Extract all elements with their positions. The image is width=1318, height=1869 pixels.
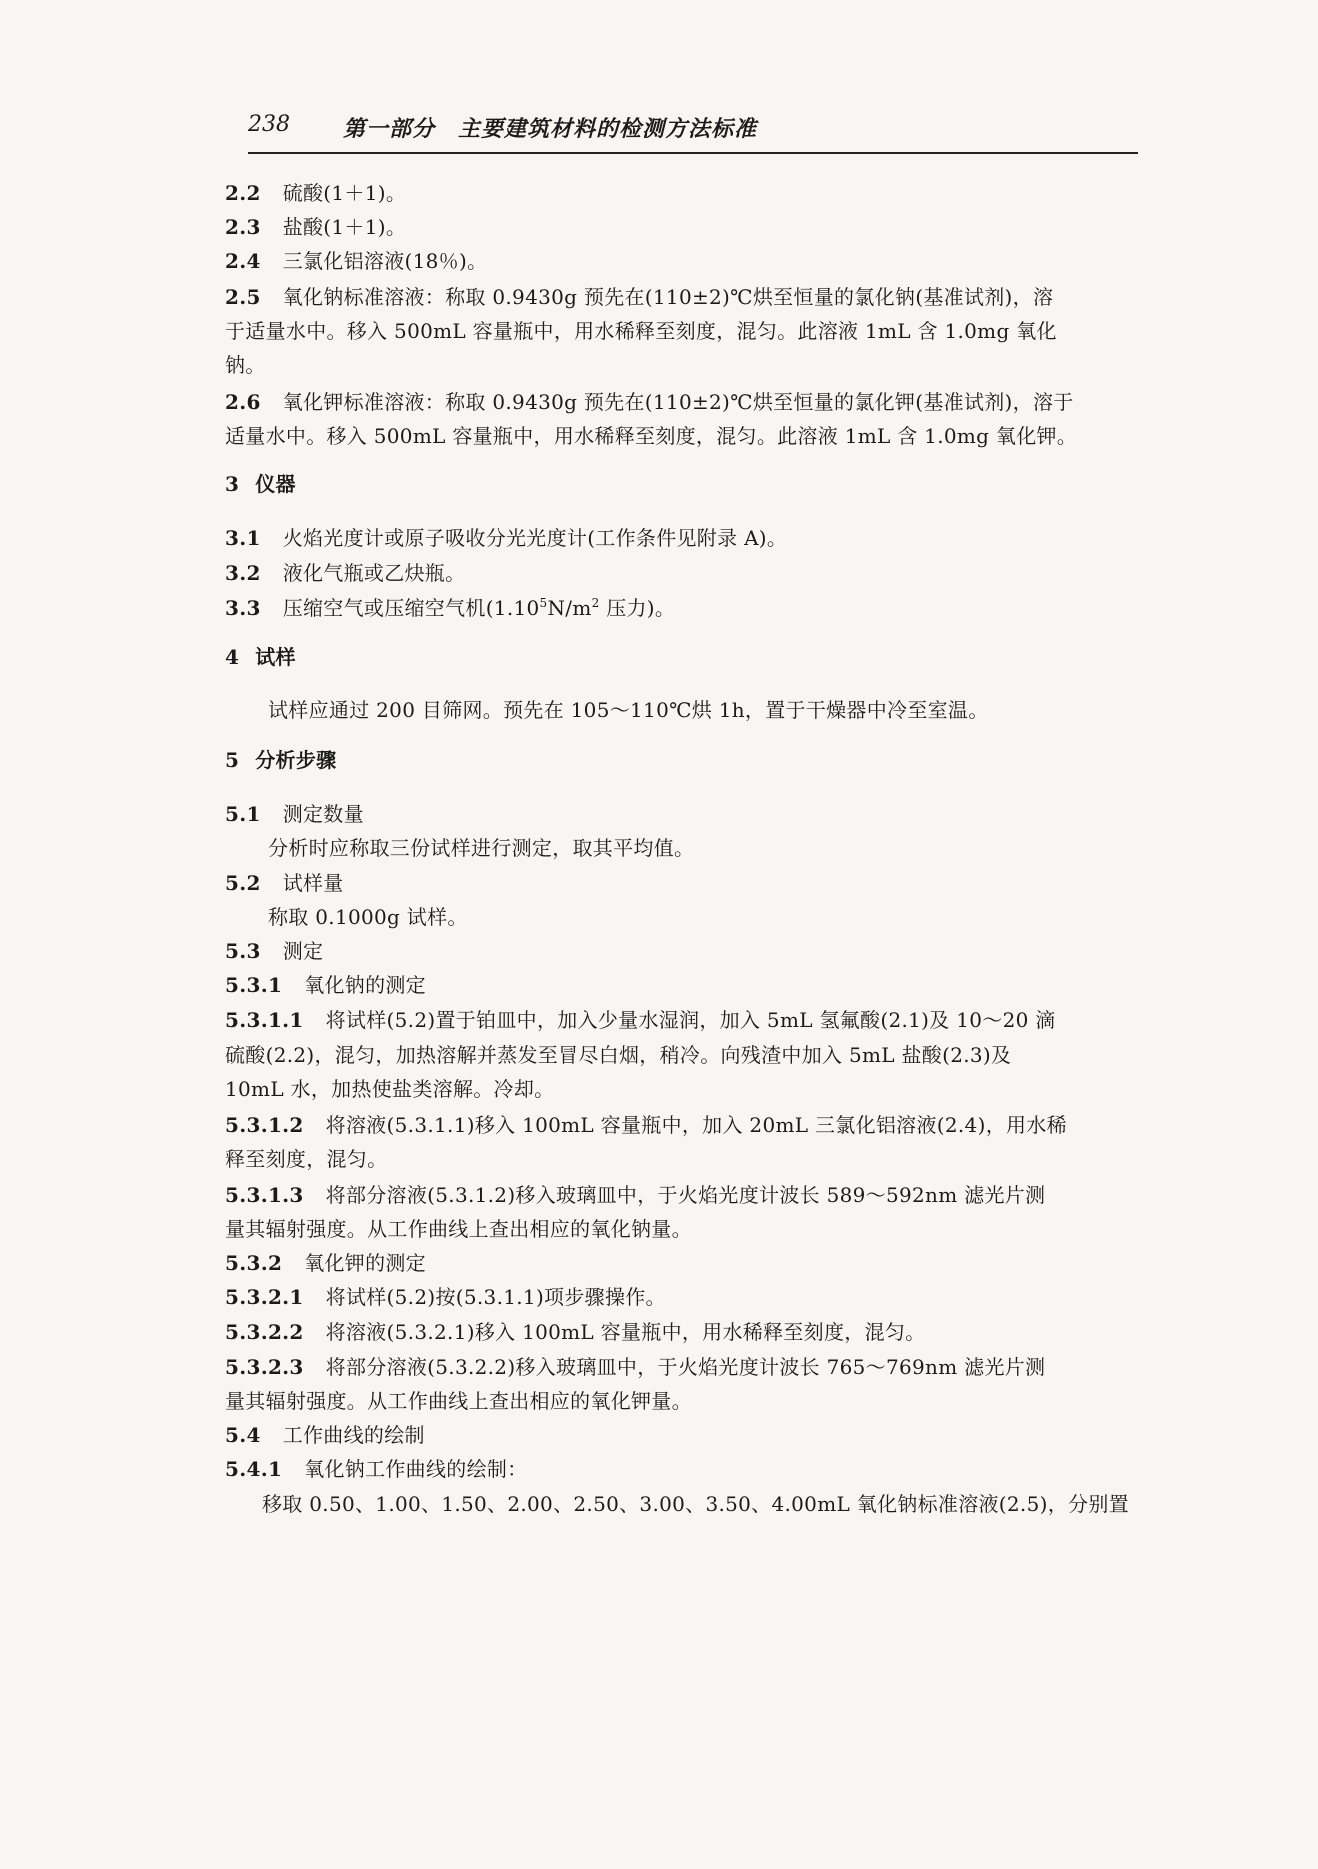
item-number: 3.3 — [225, 596, 261, 620]
item-5-2-body — [268, 900, 468, 934]
item-5-3-1-3-cont — [225, 1212, 692, 1246]
item-number: 5.4 — [225, 1423, 261, 1447]
superscript: 2 — [591, 596, 600, 610]
item-text: 氧化钠工作曲线的绘制： — [304, 1457, 528, 1481]
item-2-5 — [225, 280, 1053, 314]
item-5-3-1-2 — [225, 1108, 1067, 1142]
item-5-1 — [225, 797, 364, 831]
running-title: 第一部分 主要建筑材料的检测方法标准 — [343, 116, 758, 142]
item-number: 5.2 — [225, 871, 261, 895]
section-4-body — [268, 693, 989, 727]
item-5-3-2 — [225, 1246, 426, 1280]
item-5-3-1-1 — [225, 1003, 1056, 1037]
item-2-3 — [225, 210, 406, 244]
item-2-5-cont1 — [225, 314, 1057, 348]
item-5-3-1-1-cont2 — [225, 1072, 554, 1106]
page-number: 238 — [248, 112, 290, 137]
item-5-3-1-3 — [225, 1178, 1045, 1212]
item-text: 氧化钠标准溶液：称取 0.9430g 预先在(110±2)℃烘至恒量的氯化钠(基准试剂)，溶 — [282, 285, 1054, 309]
item-number: 2.2 — [225, 181, 261, 205]
item-text: 量其辐射强度。从工作曲线上查出相应的氧化钠量。 — [225, 1217, 692, 1241]
item-5-3-2-3 — [225, 1350, 1045, 1384]
item-text: 10mL 水，加热使盐类溶解。冷却。 — [225, 1077, 555, 1101]
item-number: 5.3.2.3 — [225, 1355, 304, 1379]
item-text: 将部分溶液(5.3.2.2)移入玻璃皿中，于火焰光度计波长 765～769nm 滤光片测 — [325, 1355, 1046, 1379]
item-number: 3.1 — [225, 526, 261, 550]
section-3-heading — [225, 467, 296, 501]
item-text: 将部分溶液(5.3.1.2)移入玻璃皿中，于火焰光度计波长 589～592nm 滤光片测 — [325, 1183, 1046, 1207]
item-number: 3.2 — [225, 561, 261, 585]
item-text: 移取 0.50、1.00、1.50、2.00、2.50、3.00、3.50、4.00mL 氧化钠标准溶液(2.5)，分别置 — [262, 1492, 1129, 1516]
item-2-6 — [225, 385, 1074, 419]
item-2-2 — [225, 176, 406, 210]
item-number: 5.3.1.2 — [225, 1113, 304, 1137]
section-title: 分析步骤 — [255, 748, 337, 772]
item-text: 称取 0.1000g 试样。 — [268, 905, 468, 929]
item-text: 适量水中。移入 500mL 容量瓶中，用水稀释至刻度，混匀。此溶液 1mL 含 1.0mg 氧化钾。 — [225, 424, 1078, 448]
item-5-4-1 — [225, 1452, 528, 1486]
item-5-3-2-3-cont — [225, 1384, 692, 1418]
item-text: 试样量 — [282, 871, 344, 895]
item-text: 将试样(5.2)置于铂皿中，加入少量水湿润，加入 5mL 氢氟酸(2.1)及 10～20 滴 — [325, 1008, 1056, 1032]
item-number: 5.3.1 — [225, 973, 283, 997]
item-number: 5.3.2 — [225, 1251, 283, 1275]
section-5-heading — [225, 743, 336, 777]
item-text: 将溶液(5.3.1.1)移入 100mL 容量瓶中，加入 20mL 三氯化铝溶液(2.4)，用水稀 — [325, 1113, 1067, 1137]
item-text: 释至刻度，混匀。 — [225, 1147, 388, 1171]
item-number: 5.3.1.1 — [225, 1008, 304, 1032]
item-5-3-1 — [225, 968, 426, 1002]
item-number: 2.3 — [225, 215, 261, 239]
item-text: 氧化钾标准溶液：称取 0.9430g 预先在(110±2)℃烘至恒量的氯化钾(基准试剂)，溶于 — [282, 390, 1074, 414]
item-3-1 — [225, 521, 787, 555]
item-3-3 — [225, 591, 675, 625]
item-text: 量其辐射强度。从工作曲线上查出相应的氧化钾量。 — [225, 1389, 692, 1413]
item-text-before: 压缩空气或压缩空气机(1.10 — [282, 596, 540, 620]
item-number: 2.4 — [225, 249, 261, 273]
item-number: 2.6 — [225, 390, 261, 414]
section-number: 3 — [225, 472, 240, 496]
item-2-5-cont2 — [225, 348, 266, 382]
item-number: 5.1 — [225, 802, 261, 826]
item-text: 测定 — [282, 939, 324, 963]
section-number: 4 — [225, 645, 240, 669]
item-text: 盐酸(1＋1)。 — [282, 215, 407, 239]
item-text: 氧化钠的测定 — [304, 973, 426, 997]
item-2-4 — [225, 244, 487, 278]
item-text: 试样应通过 200 目筛网。预先在 105～110℃烘 1h，置于干燥器中冷至室温。 — [268, 698, 989, 722]
item-text: 硫酸(1＋1)。 — [282, 181, 407, 205]
section-title: 试样 — [255, 645, 296, 669]
item-5-3-1-2-cont — [225, 1142, 387, 1176]
item-text: 将试样(5.2)按(5.3.1.1)项步骤操作。 — [325, 1285, 666, 1309]
item-text: 测定数量 — [282, 802, 364, 826]
item-number: 5.3.2.1 — [225, 1285, 304, 1309]
item-number: 5.3.1.3 — [225, 1183, 304, 1207]
section-number: 5 — [225, 748, 240, 772]
item-5-3 — [225, 934, 323, 968]
item-text: 于适量水中。移入 500mL 容量瓶中，用水稀释至刻度，混匀。此溶液 1mL 含 1.0mg 氧化 — [225, 319, 1057, 343]
item-5-2 — [225, 866, 344, 900]
item-5-3-1-1-cont1 — [225, 1038, 1011, 1072]
item-text-mid: N/m — [547, 596, 592, 620]
section-4-heading — [225, 640, 296, 674]
item-5-3-2-2 — [225, 1315, 925, 1349]
item-text: 钠。 — [225, 353, 266, 377]
item-text: 液化气瓶或乙炔瓶。 — [282, 561, 466, 585]
item-text-after: 压力)。 — [599, 596, 676, 620]
item-number: 2.5 — [225, 285, 261, 309]
item-5-4 — [225, 1418, 425, 1452]
item-number: 5.3.2.2 — [225, 1320, 304, 1344]
item-5-1-body — [268, 831, 694, 865]
item-3-2 — [225, 556, 465, 590]
item-2-6-cont — [225, 419, 1077, 453]
item-text: 分析时应称取三份试样进行测定，取其平均值。 — [268, 836, 695, 860]
item-text: 工作曲线的绘制 — [282, 1423, 425, 1447]
item-5-4-1-body — [262, 1487, 1129, 1521]
item-text: 火焰光度计或原子吸收分光光度计(工作条件见附录 A)。 — [282, 526, 788, 550]
page-header — [248, 112, 1138, 152]
item-text: 将溶液(5.3.2.1)移入 100mL 容量瓶中，用水稀释至刻度，混匀。 — [325, 1320, 926, 1344]
item-number: 5.4.1 — [225, 1457, 283, 1481]
item-text: 氧化钾的测定 — [304, 1251, 426, 1275]
section-title: 仪器 — [255, 472, 296, 496]
header-rule — [248, 152, 1138, 154]
superscript: 5 — [539, 596, 548, 610]
item-text: 硫酸(2.2)，混匀，加热溶解并蒸发至冒尽白烟，稍冷。向残渣中加入 5mL 盐酸(2.3)及 — [225, 1043, 1012, 1067]
item-text: 三氯化铝溶液(18％)。 — [282, 249, 488, 273]
item-5-3-2-1 — [225, 1280, 666, 1314]
item-number: 5.3 — [225, 939, 261, 963]
